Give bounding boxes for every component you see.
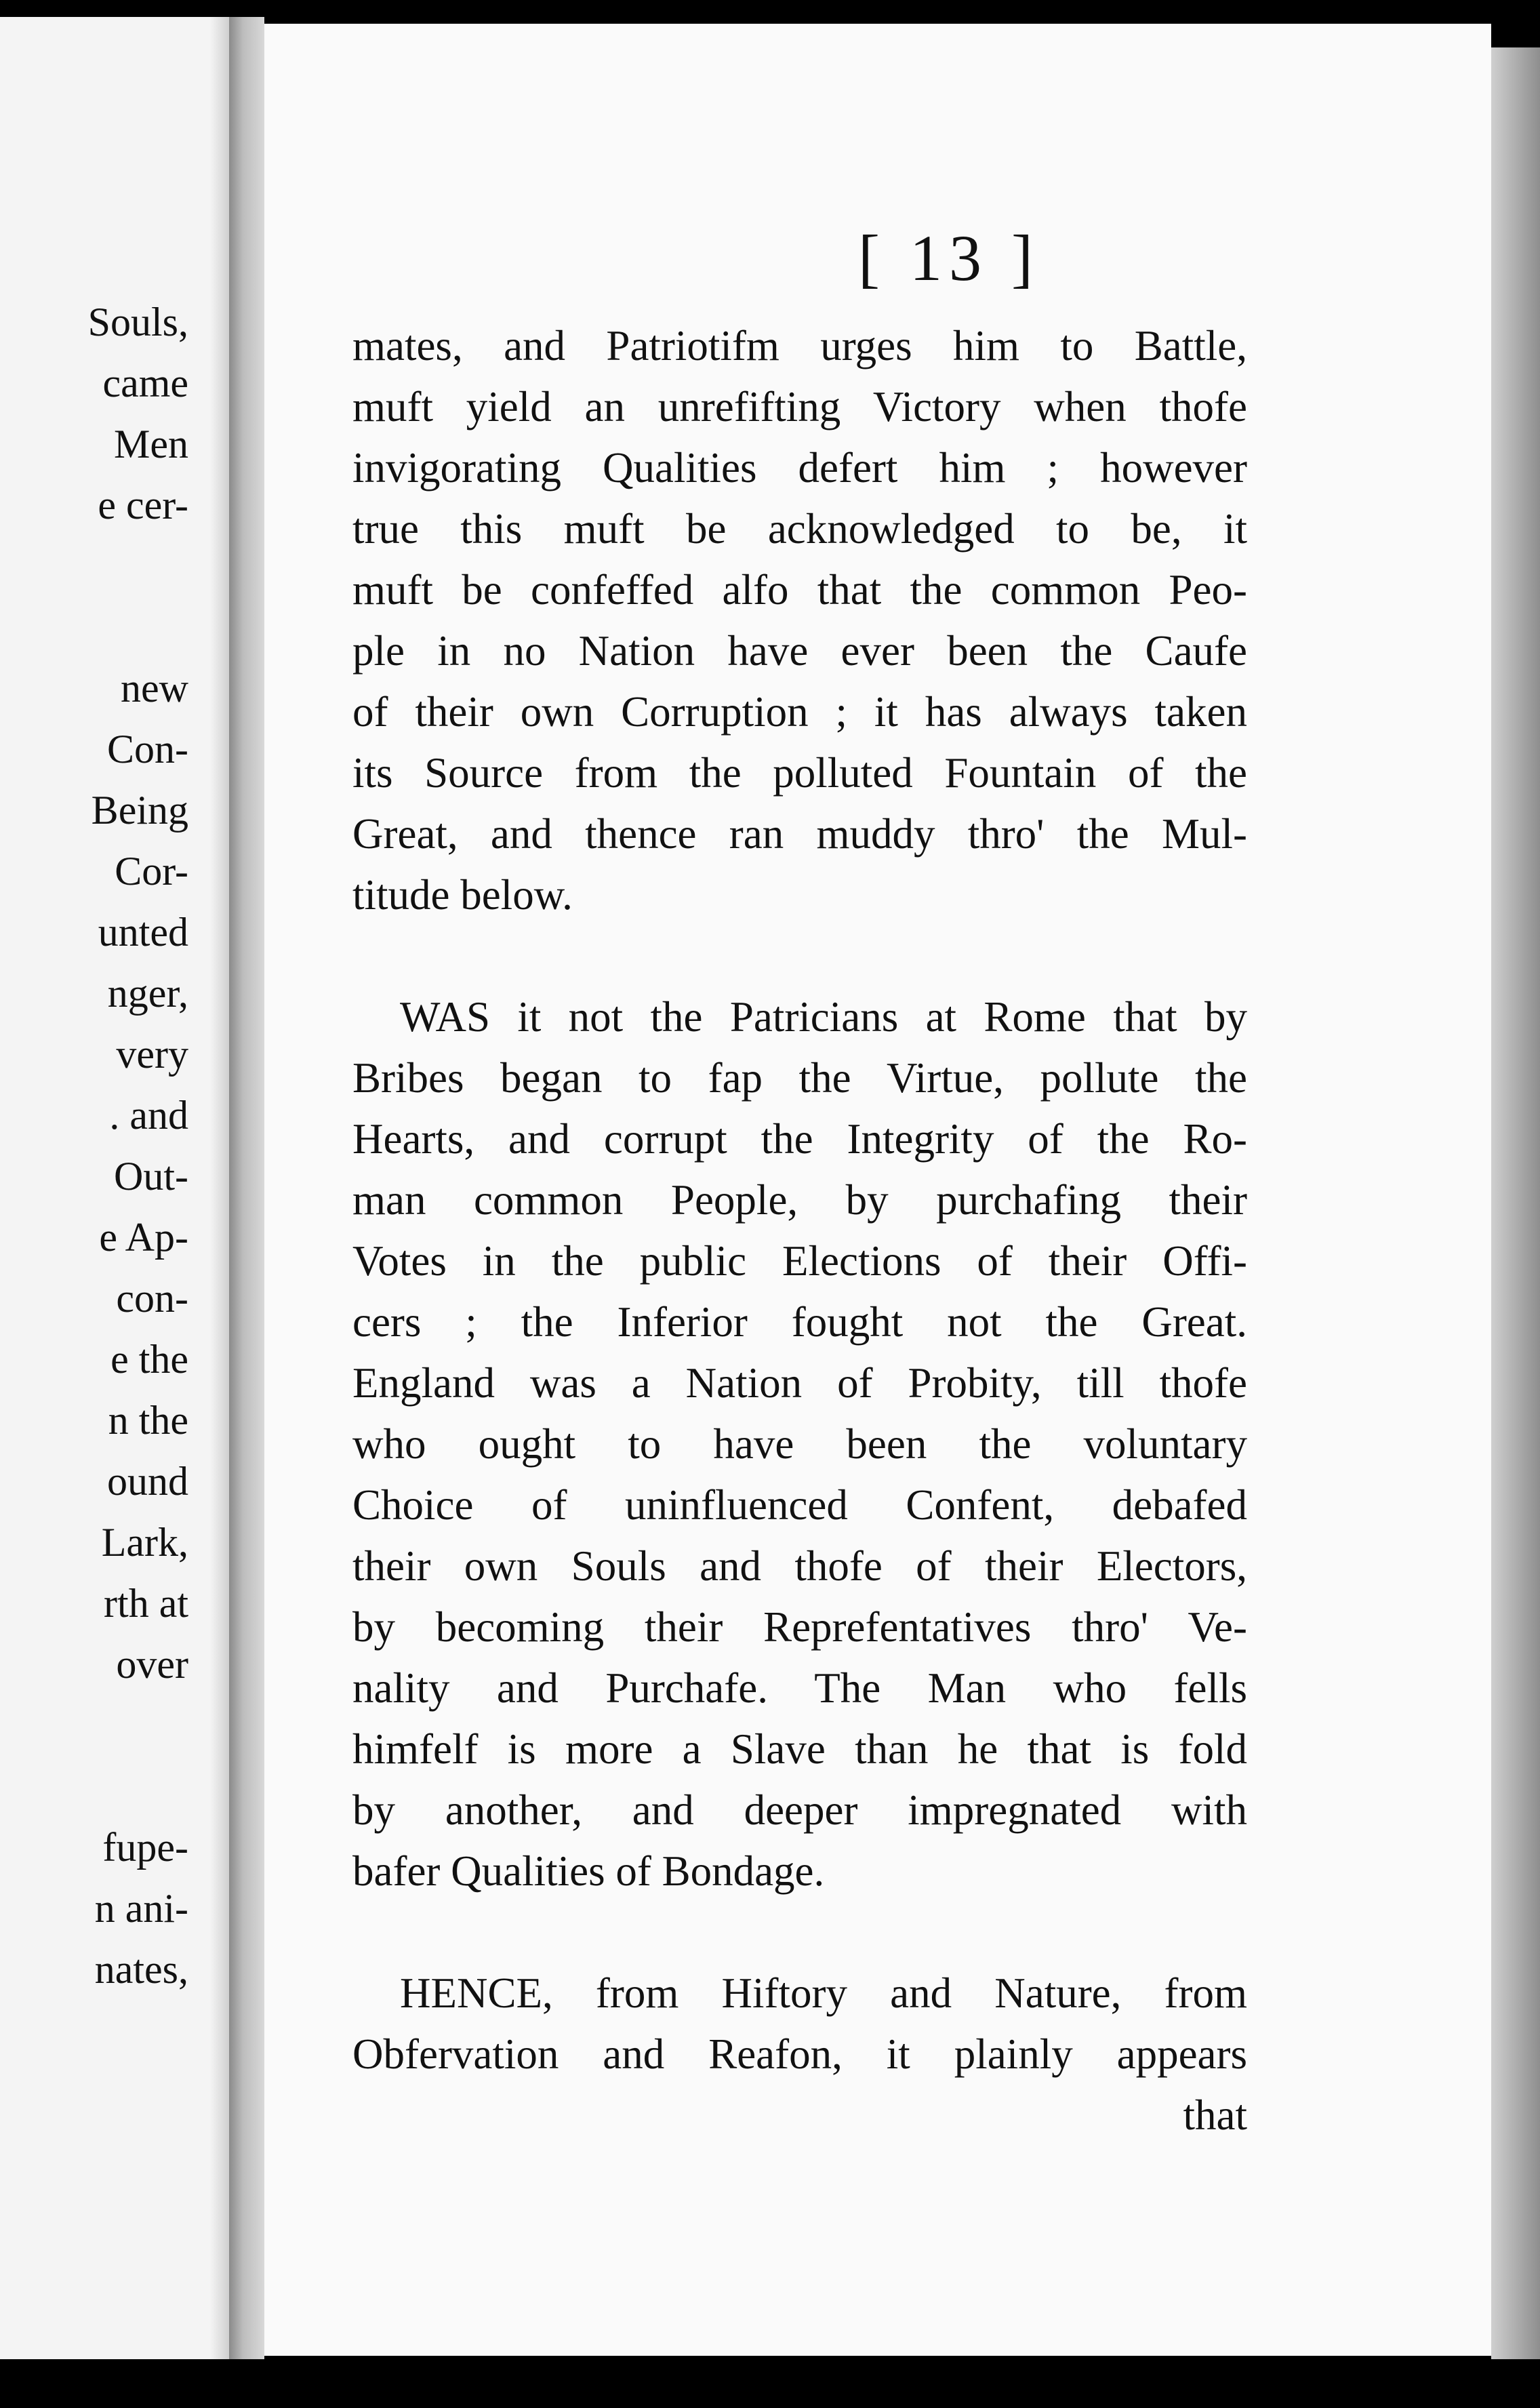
text-line: invigorating Qualities defert him ; however bbox=[352, 444, 1247, 491]
text-line: mates, and Patriotifm urges him to Battle, bbox=[352, 322, 1247, 369]
text-line: Bribes began to fap the Virtue, pollute the bbox=[352, 1054, 1247, 1102]
text-line: ple in no Nation have ever been the Caufe bbox=[352, 627, 1247, 675]
paragraph-1 bbox=[352, 315, 1247, 925]
text-line: true this muft be acknowledged to be, it bbox=[352, 505, 1247, 553]
text-line: muft be confeffed alfo that the common Peo- bbox=[352, 566, 1247, 614]
text-line: its Source from the polluted Fountain of the bbox=[352, 749, 1247, 797]
text-line: Great, and thence ran muddy thro' the Mul- bbox=[352, 810, 1247, 858]
text-line: by another, and deeper impregnated with bbox=[352, 1786, 1247, 1834]
left-page-line: e the bbox=[110, 1337, 188, 1382]
text-line: of their own Corruption ; it has always taken bbox=[352, 688, 1247, 736]
text-line: nality and Purchafe. The Man who fells bbox=[352, 1664, 1247, 1712]
paragraph-2 bbox=[352, 986, 1247, 1902]
text-line: Choice of uninfluenced Confent, debafed bbox=[352, 1481, 1247, 1529]
left-page-shadow bbox=[210, 17, 229, 2363]
left-page-line: Men bbox=[114, 422, 188, 466]
scan-bottom-border bbox=[0, 2359, 1540, 2408]
catchword: that bbox=[1183, 2091, 1247, 2139]
page-stack-edge bbox=[1491, 47, 1540, 2366]
text-line: himfelf is more a Slave than he that is fold bbox=[352, 1725, 1247, 1773]
left-page-line: e Ap- bbox=[99, 1215, 188, 1260]
left-page-line: nger, bbox=[107, 971, 188, 1016]
paragraph-3 bbox=[352, 1963, 1247, 2146]
text-line: their own Souls and thofe of their Electors, bbox=[352, 1542, 1247, 1590]
left-page-line: n the bbox=[108, 1398, 188, 1443]
left-page-line: Cor- bbox=[115, 849, 188, 894]
text-line: Hearts, and corrupt the Integrity of the Ro- bbox=[352, 1115, 1247, 1163]
left-page-line: nates, bbox=[94, 1947, 188, 1992]
left-page-line: over bbox=[116, 1642, 188, 1687]
left-page-line: Being bbox=[91, 788, 188, 832]
text-line: HENCE, from Hiftory and Nature, from bbox=[400, 1969, 1247, 2017]
left-page-line: fupe- bbox=[102, 1825, 188, 1870]
text-line: bafer Qualities of Bondage. bbox=[352, 1847, 825, 1895]
left-page-line: Out- bbox=[114, 1154, 188, 1199]
text-line: England was a Nation of Probity, till thofe bbox=[352, 1359, 1247, 1407]
text-line: who ought to have been the voluntary bbox=[352, 1420, 1247, 1468]
left-page-line: ound bbox=[107, 1459, 188, 1504]
page-number: [ 13 ] bbox=[858, 222, 1040, 294]
left-page-line: new bbox=[121, 666, 188, 710]
text-line: man common People, by purchafing their bbox=[352, 1176, 1247, 1224]
previous-page-edge bbox=[0, 17, 229, 2363]
left-page-line: con- bbox=[116, 1276, 188, 1321]
left-page-line: came bbox=[102, 361, 188, 405]
left-page-line: Lark, bbox=[101, 1520, 188, 1565]
text-line: muft yield an unrefifting Victory when thofe bbox=[352, 383, 1247, 430]
book-page bbox=[264, 24, 1491, 2356]
left-page-line: unted bbox=[98, 910, 188, 955]
book-gutter bbox=[229, 17, 264, 2363]
text-line: Obfervation and Reafon, it plainly appears bbox=[352, 2030, 1247, 2078]
left-page-line: Souls, bbox=[87, 300, 188, 344]
left-page-line: n ani- bbox=[94, 1886, 188, 1931]
text-line: by becoming their Reprefentatives thro' Ve- bbox=[352, 1603, 1247, 1651]
left-page-line: rth at bbox=[104, 1581, 188, 1626]
left-page-line: Con- bbox=[107, 727, 188, 771]
text-line: Votes in the public Elections of their Offi- bbox=[352, 1237, 1247, 1285]
left-page-line: . and bbox=[109, 1093, 188, 1138]
left-page-line: very bbox=[116, 1032, 188, 1077]
left-page-line: e cer- bbox=[98, 483, 188, 527]
text-line: titude below. bbox=[352, 871, 573, 919]
text-line: WAS it not the Patricians at Rome that by bbox=[400, 993, 1247, 1041]
page-body bbox=[352, 315, 1247, 2146]
text-line: cers ; the Inferior fought not the Great. bbox=[352, 1298, 1247, 1346]
